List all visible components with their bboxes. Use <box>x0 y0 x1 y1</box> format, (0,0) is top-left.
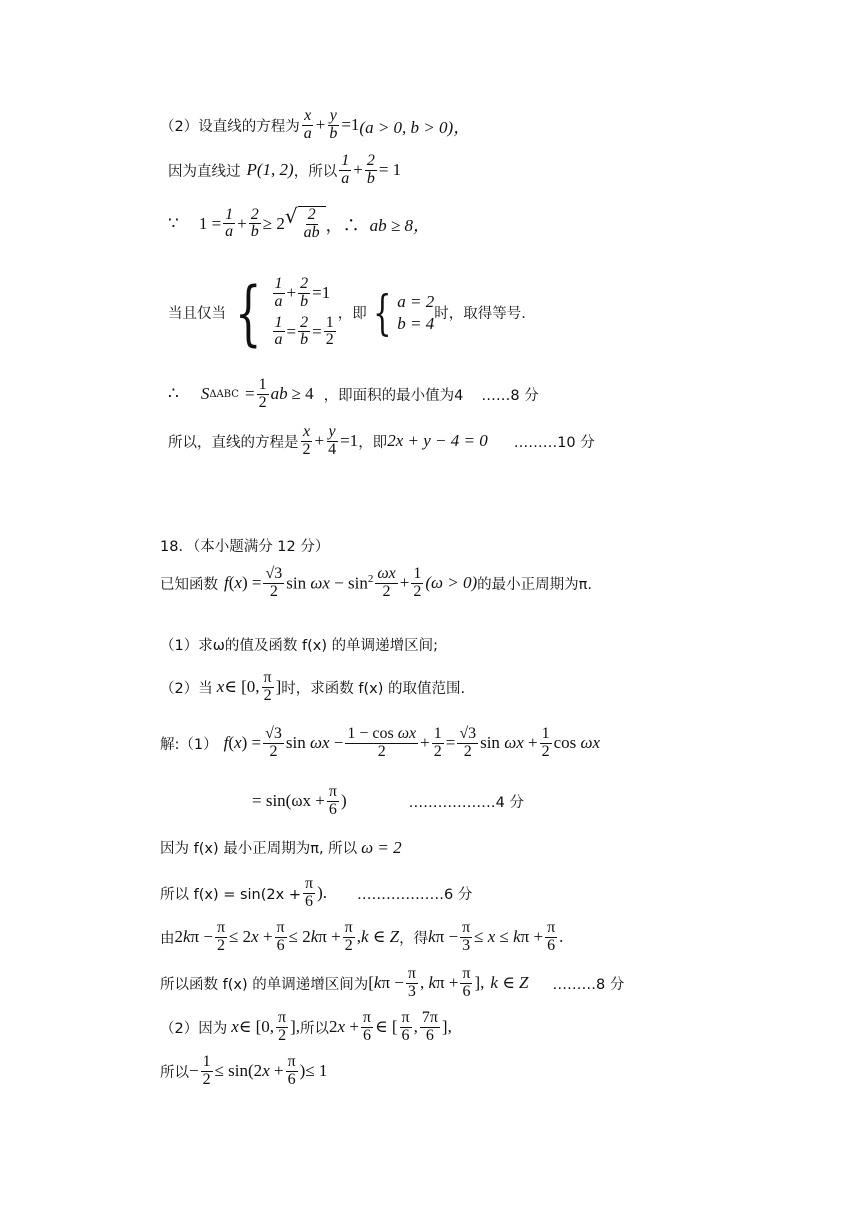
part2-range-line: （2）因为 x ∈ [0, $\frac{\pi}{2}$ ], 所以 2x + $\frac{\pi}{6}$ ∈ [ $\frac{\pi}{6}$ , $\frac{7\pi}{6}$ ], <box>160 1009 452 1044</box>
points-4: ………………4 分 <box>408 794 524 811</box>
interval-line: 所以函数 f(x) 的单调递增区间为 [kπ − $\frac{\pi}{3}$ , kπ + $\frac{\pi}{6}$ ], k ∈ Z ………8 分 <box>160 965 625 1000</box>
last-prefix: 所以 <box>160 1064 189 1081</box>
so-f-text: 所以 f(x) = sin(2x + <box>160 886 301 903</box>
ab-condition: (a > 0, b > 0)， <box>359 117 471 137</box>
step2-prefix: = sin(ωx + <box>252 791 325 811</box>
k-in-z-1: k ∈ Z <box>361 927 400 947</box>
interval-prefix: 所以函数 f(x) 的单调递增区间为 <box>160 976 369 993</box>
area-line: ∴ S ΔABC = $\frac{1}{2}$ ab ≥ 4 ，即面积的最小值为4 ……8 分 <box>168 376 539 411</box>
therefore-text: ，∴ <box>325 216 360 236</box>
omega-condition: (ω > 0) <box>425 573 478 593</box>
final-range-line: 所以 − $\frac{1}{2}$ ≤ sin(2x + $\frac{\pi}{6}$ ) ≤ 1 <box>160 1053 328 1088</box>
equality-text: 时，取得等号. <box>434 306 526 323</box>
solution-label: 解:（1） <box>160 736 218 753</box>
p2-label: （2）设直线的方程为 <box>160 118 300 135</box>
therefore-symbol: ∴ <box>168 384 179 404</box>
eq-one: = 1 <box>378 160 402 180</box>
passes-point-line: 因为直线过 P(1, 2) ，所以 $\frac{1}{a}$ + $\frac{2}{b}$ = 1 <box>168 152 402 187</box>
frac-2-b: $\frac{2}{b}$ <box>366 152 375 187</box>
so-f-line: 所以 f(x) = sin(2x + $\frac{\pi}{6}$ ). ………………6 分 <box>160 875 473 910</box>
q18-given: 已知函数 f ( x ) = $\frac{√3}{2}$ $\sin \omega x - \sin^2$ $\frac{\omega x}{2}$ + $\frac{1}{2}$ (ω > 0) 的最小正周期为π. <box>160 565 592 600</box>
points-8-a: ……8 分 <box>481 387 539 404</box>
final-prefix: 所以，直线的方程是 <box>168 434 299 451</box>
q1-text: （1）求ω的值及函数 f(x) 的单调递增区间; <box>160 638 438 654</box>
last-suffix: ≤ 1 <box>305 1061 328 1081</box>
line-equation: （2）设直线的方程为 $\frac{x}{a}$ + $\frac{y}{b}$ =1 (a > 0, b > 0)， <box>160 107 471 142</box>
from-text: 由 <box>160 930 175 947</box>
passes-text: 因为直线过 <box>168 163 241 180</box>
p2-so: 所以 <box>300 1020 330 1037</box>
q2-prefix: （2）当 <box>160 680 213 697</box>
frac-1-a: $\frac{1}{a}$ <box>341 152 350 187</box>
area-ge: ≥ 4 <box>291 384 314 404</box>
when-only-text: 当且仅当 <box>168 306 226 323</box>
get-text: ，得 <box>399 930 429 947</box>
system-brace-2: { a = 2 b = 4 <box>372 284 435 341</box>
ie-text: ，即 <box>337 306 367 323</box>
omega-value: ω = 2 <box>361 837 402 857</box>
given-suffix: 的最小正周期为π. <box>477 576 592 593</box>
final-line-equation: 所以，直线的方程是 $\frac{x}{2}$ + $\frac{y}{4}$ =1 ，即 2x + y − 4 = 0 ………10 分 <box>168 423 595 458</box>
point-p: P(1, 2) <box>246 160 294 180</box>
system-brace-1: { $\frac{1}{a}$ + $\frac{2}{b}$ =1 $\frac{1}{a}$ = $\frac{2}{b}$ = $\frac{1}{2}$ <box>234 271 334 354</box>
am-gm-line: ∵ 1 = $\frac{1}{a}$ + $\frac{2}{b}$ ≥ 2 √ $\frac{2}{ab}$ ，∴ ab ≥ 8， <box>168 204 430 241</box>
frac-y-b: $\frac{y}{b}$ <box>329 107 338 142</box>
period-line <box>160 837 402 858</box>
points-10: ………10 分 <box>513 434 595 451</box>
q18-title <box>160 535 329 556</box>
solution-step2: = sin(ωx + $\frac{\pi}{6}$ ) ………………4 分 <box>252 783 524 818</box>
final-mid: ，即 <box>358 434 388 451</box>
area-text: ，即面积的最小值为4 <box>323 387 464 404</box>
equality-condition-line <box>168 271 526 354</box>
q2-suffix: 时，求函数 f(x) 的取值范围. <box>281 680 466 697</box>
solution-step1: 解:（1） f ( x ) = $\frac{√3}{2}$ sin ωx − $\frac{\text{1 − cos ωx}}{2}$ + $\frac{1}{2}$ = $\frac{√3}{2}$ sin ωx + $\frac{1}{2}$ cos ωx <box>160 725 601 760</box>
points-8-b: ………8 分 <box>552 976 625 993</box>
sqrt-2-ab: √ $\frac{2}{ab}$ <box>285 206 326 242</box>
final-equation: 2x + y − 4 = 0 <box>387 431 488 451</box>
frac-x-a: $\frac{x}{a}$ <box>303 107 312 142</box>
q18-part1 <box>160 634 438 655</box>
monotone-derivation: 由 2kπ − $\frac{\pi}{2}$ ≤ 2x + $\frac{\pi}{6}$ ≤ 2kπ + $\frac{\pi}{2}$ , k ∈ Z ，得 kπ − $\frac{\pi}{3}$ ≤ x ≤ kπ + $\frac{\pi}{6}$ . <box>160 919 564 954</box>
points-6: ………………6 分 <box>356 886 473 903</box>
p2-prefix: （2）因为 <box>160 1020 228 1037</box>
q18-part2: （2）当 x ∈ [0, $\frac{\pi}{2}$ ] 时，求函数 f(x) 的取值范围. <box>160 669 466 704</box>
so-text: ，所以 <box>293 163 338 180</box>
k-in-z-2: k ∈ Z <box>490 973 529 993</box>
ab-ge-8: ab ≥ 8， <box>369 216 430 236</box>
period-text: 因为 f(x) 最小正周期为π, 所以 <box>160 841 358 857</box>
area-s: S <box>200 384 210 404</box>
because-symbol: ∵ <box>168 213 179 233</box>
area-sub: ΔABC <box>209 388 239 400</box>
q18-title-text: 18．（本小题满分 12 分） <box>160 539 330 555</box>
given-prefix: 已知函数 <box>160 576 218 593</box>
